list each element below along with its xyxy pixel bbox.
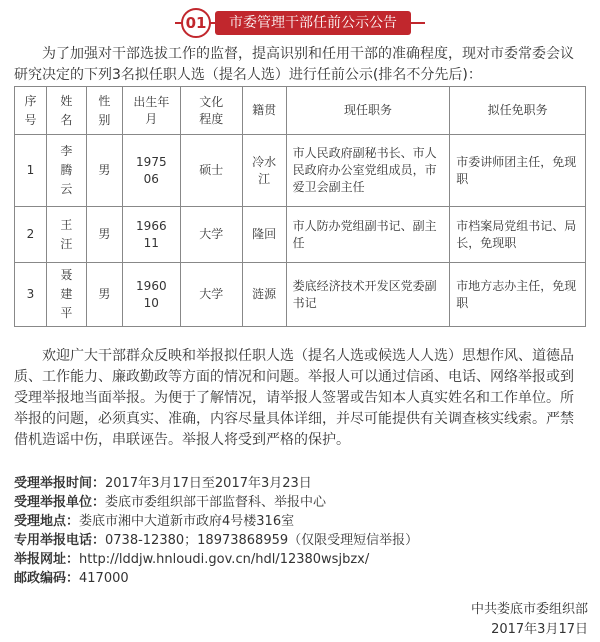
info-value: 娄底市湘中大道新市政府4号楼316室 <box>79 514 295 529</box>
cell-birth: 1960 10 <box>122 263 180 327</box>
cell-gender: 男 <box>86 135 122 207</box>
notice-title: 市委管理干部任前公示公告 <box>215 11 411 35</box>
cell-education: 大学 <box>180 263 242 327</box>
cell-gender: 男 <box>86 207 122 263</box>
signature-org: 中共娄底市委组织部 <box>470 602 588 617</box>
cell-no: 1 <box>15 135 47 207</box>
header-name: 姓名 <box>46 87 86 135</box>
table-header-row <box>15 87 586 135</box>
table-row <box>15 135 586 207</box>
header-birth: 出生年月 <box>122 87 180 135</box>
table-row <box>15 263 586 327</box>
section-number-badge: 01 <box>181 8 211 38</box>
info-report-location: 受理地点：娄底市湘中大道新市政府4号楼316室 <box>14 514 295 529</box>
cell-name: 聂建平 <box>46 263 86 327</box>
candidate-table <box>14 86 586 327</box>
header-hometown: 籍贯 <box>242 87 286 135</box>
cell-education: 硕士 <box>180 135 242 207</box>
signature-block <box>471 600 588 640</box>
cell-current-post: 娄底经济技术开发区党委副书记 <box>286 263 450 327</box>
cell-gender: 男 <box>86 263 122 327</box>
header-no: 序号 <box>15 87 47 135</box>
report-url-link[interactable]: http://lddjw.hnloudi.gov.cn/hdl/12380wsjbzx/ <box>79 552 370 567</box>
cell-name: 李腾云 <box>46 135 86 207</box>
cell-proposed-post: 市地方志办主任，免现职 <box>450 263 586 327</box>
info-report-time: 受理举报时间：2017年3月17日至2017年3月23日 <box>14 476 312 491</box>
cell-birth: 1975 06 <box>122 135 180 207</box>
cell-name: 王汪 <box>46 207 86 263</box>
signature-date: 2017年3月17日 <box>491 622 588 637</box>
cell-education: 大学 <box>180 207 242 263</box>
cell-no: 3 <box>15 263 47 327</box>
table-row <box>15 207 586 263</box>
info-value: 0738-12380；18973868959（仅限受理短信举报） <box>105 533 419 548</box>
info-value: 2017年3月17日至2017年3月23日 <box>105 476 312 491</box>
info-postcode: 邮政编码：417000 <box>14 571 129 586</box>
cell-current-post: 市人民政府副秘书长、市人民政府办公室党组成员，市爱卫会副主任 <box>286 135 450 207</box>
info-value: 娄底市委组织部干部监督科、举报中心 <box>105 495 327 510</box>
header-current-post: 现任职务 <box>286 87 450 135</box>
cell-hometown: 隆回 <box>242 207 286 263</box>
cell-no: 2 <box>15 207 47 263</box>
cell-proposed-post: 市档案局党组书记、局长，免现职 <box>450 207 586 263</box>
info-report-url: 举报网址：http://lddjw.hnloudi.gov.cn/hdl/12380wsjbzx/ <box>14 552 370 567</box>
cell-birth: 1966 11 <box>122 207 180 263</box>
cell-proposed-post: 市委讲师团主任，免现职 <box>450 135 586 207</box>
notice-header <box>175 8 425 38</box>
header-proposed-post: 拟任免职务 <box>450 87 586 135</box>
info-value: 417000 <box>79 571 129 586</box>
info-report-phone: 专用举报电话：0738-12380；18973868959（仅限受理短信举报） <box>14 533 419 548</box>
header-education: 文化程度 <box>180 87 242 135</box>
cell-hometown: 冷水江 <box>242 135 286 207</box>
report-info <box>14 474 586 588</box>
info-report-unit: 受理举报单位：娄底市委组织部干部监督科、举报中心 <box>14 495 327 510</box>
intro-paragraph: 为了加强对干部选拔工作的监督，提高识别和任用干部的准确程度，现对市委常委会议研究决定的下列3名拟任职人选（提名人选）进行任前公示(排名不分先后)： <box>14 46 574 83</box>
report-paragraph: 欢迎广大干部群众反映和举报拟任职人选（提名人选或候选人人选）思想作风、道德品质、工作能力、廉政勤政等方面的情况和问题。举报人可以通过信函、电话、网络举报或到受理举报地当面举报。为便于了解情况，请举报人签署或告知本人真实姓名和工作单位。所举报的问题，必须真实、准确，内容尽量具体详细，并尽可能提供有关调查核实线索。严禁借机造谣中伤，串联诬告。举报人将受到严格的保护。 <box>14 348 574 448</box>
cell-hometown: 涟源 <box>242 263 286 327</box>
cell-current-post: 市人防办党组副书记、副主任 <box>286 207 450 263</box>
header-gender: 性别 <box>86 87 122 135</box>
